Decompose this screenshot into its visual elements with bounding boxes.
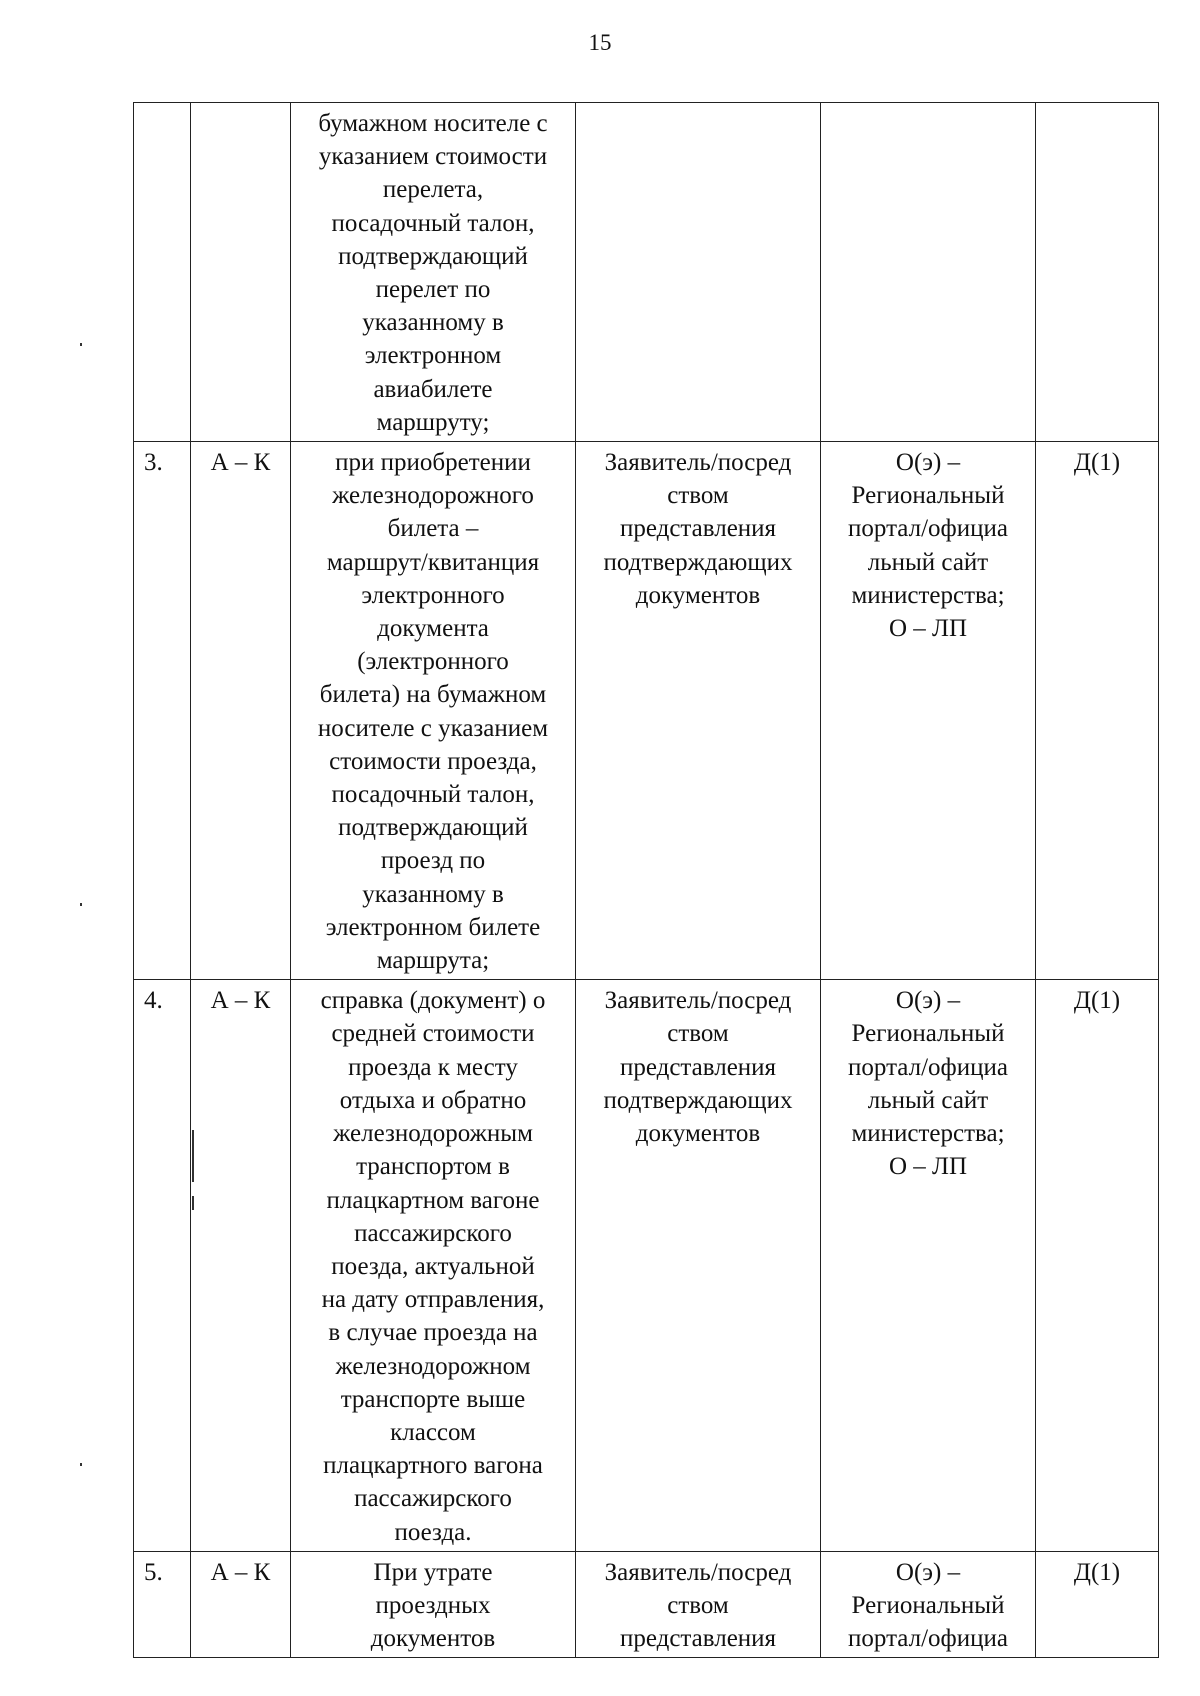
scan-artifact bbox=[192, 1130, 194, 1182]
code-cell: Д(1) bbox=[1036, 980, 1159, 1551]
scan-artifact bbox=[80, 343, 82, 346]
row-number-cell: 5. bbox=[134, 1551, 191, 1658]
submitter-cell: Заявитель/посред ством представления bbox=[576, 1551, 821, 1658]
method-cell: О(э) – Региональный портал/официа bbox=[821, 1551, 1036, 1658]
row-number-cell: 4. bbox=[134, 980, 191, 1551]
category-cell: А – К bbox=[191, 980, 291, 1551]
code-cell: Д(1) bbox=[1036, 1551, 1159, 1658]
description-cell: справка (документ) о средней стоимости проезда к месту отдыха и обратно железнодорожным транспортом в плацкартном вагоне пассажирского поезда, актуальной на дату отправления, в случае проезда на железнодорожном транспорте выше классом плацкартного вагона пассажирского поезда. bbox=[291, 980, 576, 1551]
method-cell bbox=[821, 103, 1036, 442]
scan-artifact bbox=[80, 903, 82, 906]
page-number: 15 bbox=[588, 30, 612, 55]
description-cell: бумажном носителе с указанием стоимости перелета, посадочный талон, подтверждающий перелет по указанному в электронном авиабилете маршруту; bbox=[291, 103, 576, 442]
scan-artifact bbox=[80, 1463, 82, 1466]
category-cell: А – К bbox=[191, 442, 291, 980]
submitter-cell: Заявитель/посред ством представления подтверждающих документов bbox=[576, 980, 821, 1551]
method-cell: О(э) – Региональный портал/официа льный сайт министерства; О – ЛП bbox=[821, 442, 1036, 980]
code-cell bbox=[1036, 103, 1159, 442]
document-table bbox=[133, 102, 1159, 1658]
submitter-cell bbox=[576, 103, 821, 442]
description-cell: при приобретении железнодорожного билета – маршрут/квитанция электронного документа (электронного билета) на бумажном носителе с указанием стоимости проезда, посадочный талон, подтверждающий проезд по указанному в электронном билете маршрута; bbox=[291, 442, 576, 980]
category-cell bbox=[191, 103, 291, 442]
description-cell: При утрате проездных документов bbox=[291, 1551, 576, 1658]
method-cell: О(э) – Региональный портал/официа льный сайт министерства; О – ЛП bbox=[821, 980, 1036, 1551]
submitter-cell: Заявитель/посред ством представления подтверждающих документов bbox=[576, 442, 821, 980]
scan-artifact bbox=[192, 1196, 194, 1210]
table-row bbox=[134, 980, 1159, 1551]
table-row bbox=[134, 442, 1159, 980]
row-number-cell: 3. bbox=[134, 442, 191, 980]
code-cell: Д(1) bbox=[1036, 442, 1159, 980]
category-cell: А – К bbox=[191, 1551, 291, 1658]
row-number-cell bbox=[134, 103, 191, 442]
table-row bbox=[134, 103, 1159, 442]
table-row bbox=[134, 1551, 1159, 1658]
